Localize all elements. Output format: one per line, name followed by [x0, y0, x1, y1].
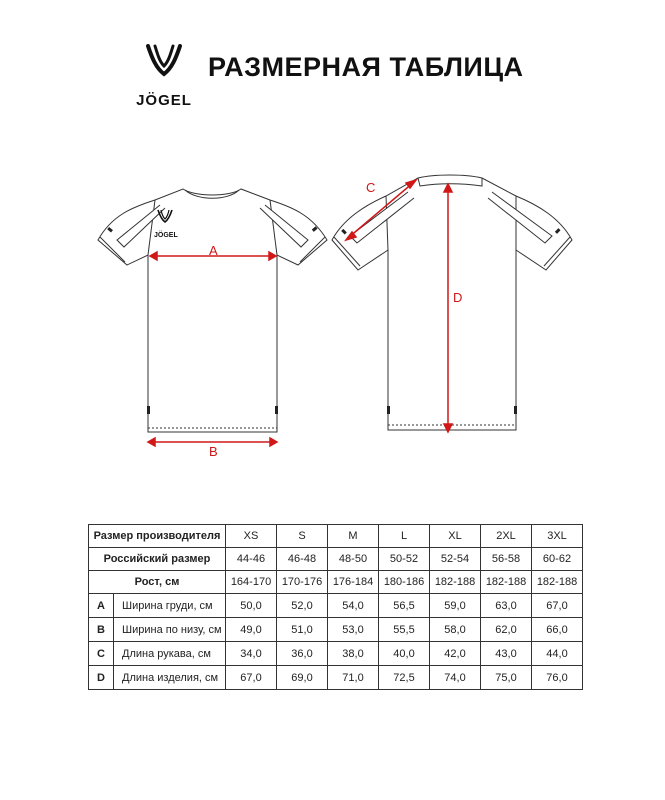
value-cell: 71,0 — [328, 666, 379, 690]
value-cell: 43,0 — [481, 642, 532, 666]
table-row — [89, 525, 583, 548]
value-cell: 54,0 — [328, 594, 379, 618]
value-cell: 66,0 — [532, 618, 583, 642]
tshirt-brand-text: JÖGEL — [154, 232, 178, 239]
size-cell: XS — [226, 525, 277, 548]
dimension-c-label: C — [366, 180, 376, 195]
table-row — [89, 548, 583, 571]
size-cell: L — [379, 525, 430, 548]
value-cell: 56,5 — [379, 594, 430, 618]
size-cell: S — [277, 525, 328, 548]
value-cell: 67,0 — [226, 666, 277, 690]
value-cell: 40,0 — [379, 642, 430, 666]
value-cell: 38,0 — [328, 642, 379, 666]
value-cell: 53,0 — [328, 618, 379, 642]
height-cell: 182-188 — [532, 571, 583, 594]
measurement-name: Ширина по низу, см — [114, 618, 226, 642]
measurement-letter: B — [89, 618, 114, 642]
measurement-letter: D — [89, 666, 114, 690]
page-title: РАЗМЕРНАЯ ТАБЛИЦА — [208, 52, 524, 82]
value-cell: 75,0 — [481, 666, 532, 690]
value-cell: 62,0 — [481, 618, 532, 642]
dimension-b-label: B — [209, 444, 218, 459]
table-row — [89, 666, 583, 690]
value-cell: 44,0 — [532, 642, 583, 666]
table-row — [89, 642, 583, 666]
measurement-name: Длина изделия, см — [114, 666, 226, 690]
value-cell: 67,0 — [532, 594, 583, 618]
russian-size-header: Российский размер — [89, 548, 226, 571]
height-cell: 164-170 — [226, 571, 277, 594]
russian-size-cell: 50-52 — [379, 548, 430, 571]
measurement-name: Длина рукава, см — [114, 642, 226, 666]
value-cell: 34,0 — [226, 642, 277, 666]
russian-size-cell: 60-62 — [532, 548, 583, 571]
height-header: Рост, см — [89, 571, 226, 594]
front-view — [98, 189, 327, 432]
size-cell: XL — [430, 525, 481, 548]
table-row — [89, 618, 583, 642]
russian-size-cell: 52-54 — [430, 548, 481, 571]
height-cell: 180-186 — [379, 571, 430, 594]
measurement-letter: C — [89, 642, 114, 666]
size-cell: M — [328, 525, 379, 548]
value-cell: 74,0 — [430, 666, 481, 690]
value-cell: 50,0 — [226, 594, 277, 618]
russian-size-cell: 44-46 — [226, 548, 277, 571]
value-cell: 58,0 — [430, 618, 481, 642]
russian-size-cell: 56-58 — [481, 548, 532, 571]
value-cell: 52,0 — [277, 594, 328, 618]
height-cell: 170-176 — [277, 571, 328, 594]
value-cell: 55,5 — [379, 618, 430, 642]
size-table — [88, 524, 583, 690]
measurement-name: Ширина груди, см — [114, 594, 226, 618]
value-cell: 76,0 — [532, 666, 583, 690]
size-cell: 3XL — [532, 525, 583, 548]
height-cell: 176-184 — [328, 571, 379, 594]
russian-size-cell: 48-50 — [328, 548, 379, 571]
value-cell: 49,0 — [226, 618, 277, 642]
dimension-d-label: D — [453, 290, 463, 305]
value-cell: 63,0 — [481, 594, 532, 618]
manufacturer-size-header: Размер производителя — [89, 525, 226, 548]
value-cell: 69,0 — [277, 666, 328, 690]
brand-name: JÖGEL — [136, 92, 192, 109]
dimension-a-label: A — [209, 243, 218, 258]
value-cell: 36,0 — [277, 642, 328, 666]
height-cell: 182-188 — [430, 571, 481, 594]
value-cell: 51,0 — [277, 618, 328, 642]
height-cell: 182-188 — [481, 571, 532, 594]
value-cell: 72,5 — [379, 666, 430, 690]
measurement-letter: A — [89, 594, 114, 618]
table-row — [89, 594, 583, 618]
back-view — [332, 175, 572, 430]
size-cell: 2XL — [481, 525, 532, 548]
russian-size-cell: 46-48 — [277, 548, 328, 571]
table-row — [89, 571, 583, 594]
value-cell: 42,0 — [430, 642, 481, 666]
value-cell: 59,0 — [430, 594, 481, 618]
